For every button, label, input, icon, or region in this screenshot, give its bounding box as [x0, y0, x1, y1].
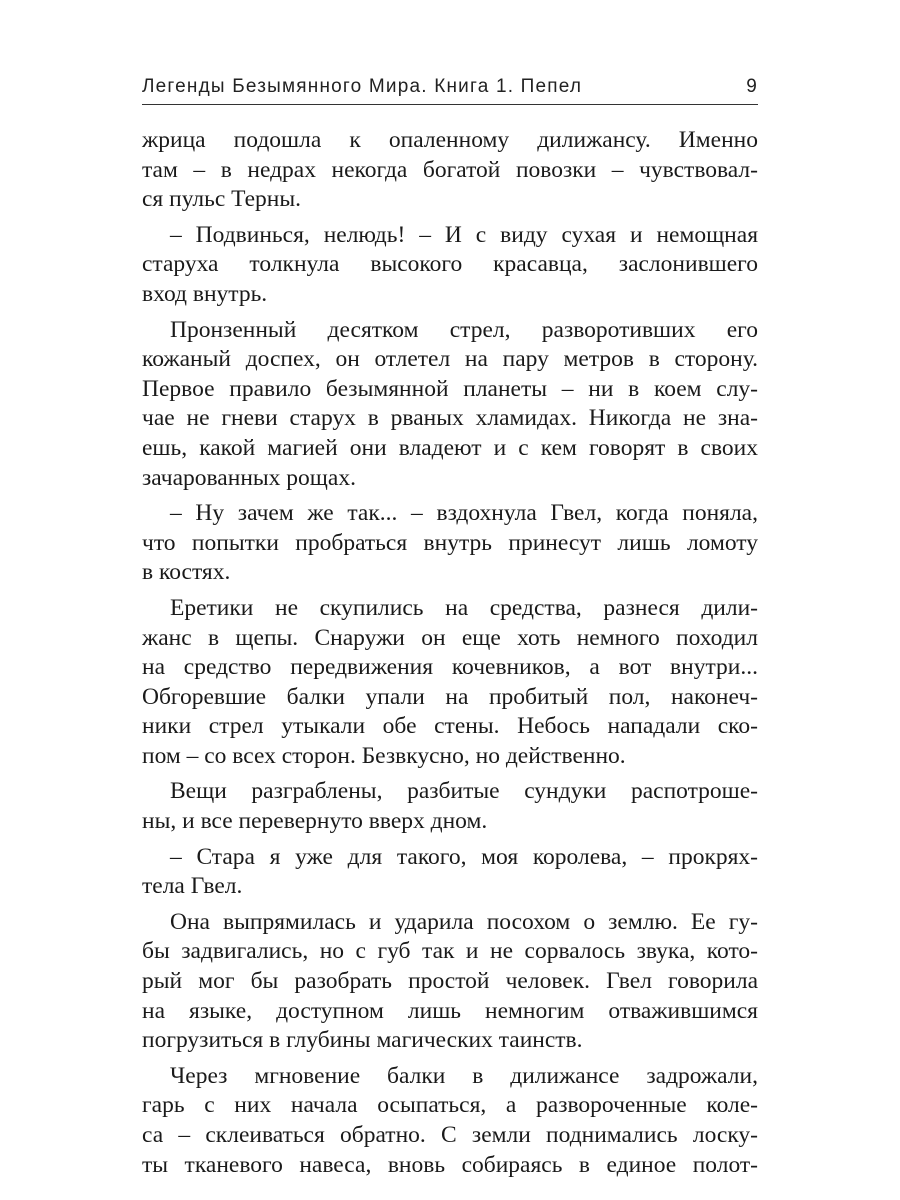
- text-line: жрица подошла к опаленному дилижансу. Именно: [142, 127, 758, 153]
- text-line: ны, и все перевернуто вверх дном.: [142, 808, 488, 835]
- text-line: вход внутрь.: [142, 280, 268, 307]
- body-text: [142, 126, 758, 1186]
- text-line: кожаный доспех, он отлетел на пару метров в сторону.: [142, 346, 758, 373]
- text-line: ники стрел утыкали обе стены. Небось нападали ско-: [142, 713, 758, 740]
- paragraph: [142, 499, 758, 588]
- paragraph: [142, 777, 758, 836]
- text-line: старуха толкнула высокого красавца, заслонившего: [142, 251, 758, 278]
- paragraph: [142, 908, 758, 1056]
- text-line: ся пульс Терны.: [142, 186, 302, 213]
- text-line: ешь, какой магией они владеют и с кем говорят в своих: [142, 434, 758, 461]
- text-line: Она выпрямилась и ударила посохом о землю. Ее гу-: [170, 908, 758, 935]
- text-line: тела Гвел.: [142, 873, 243, 900]
- paragraph: [142, 594, 758, 772]
- text-line: на языке, доступном лишь немногим отважившимся: [142, 997, 758, 1024]
- text-line: что попытки пробраться внутрь принесут лишь ломоту: [142, 529, 758, 556]
- text-line: – Ну зачем же так... – вздохнула Гвел, когда поняла,: [170, 500, 758, 527]
- text-line: бы задвигались, но с губ так и не сорвалось звука, кото-: [142, 938, 758, 965]
- book-page: [142, 0, 758, 1200]
- text-line: Через мгновение балки в дилижансе задрожали,: [170, 1062, 758, 1089]
- text-line: Еретики не скупились на средства, разнеся дили-: [170, 594, 758, 621]
- paragraph: [142, 126, 758, 215]
- text-line: Обгоревшие балки упали на пробитый пол, наконеч-: [142, 683, 758, 710]
- text-line: гарь с них начала осыпаться, а развороченные коле-: [142, 1092, 758, 1119]
- running-head: [142, 68, 758, 98]
- text-line: – Стара я уже для такого, моя королева, – прокрях-: [170, 843, 758, 870]
- text-line: ты тканевого навеса, вновь собираясь в единое полот-: [142, 1151, 758, 1178]
- text-line: – Подвинься, нелюдь! – И с виду сухая и немощная: [170, 221, 758, 248]
- paragraph: [142, 221, 758, 310]
- paragraph: [142, 316, 758, 494]
- text-line: чае не гневи старух в рваных хламидах. Никогда не зна-: [142, 405, 758, 432]
- text-line: рый мог бы разобрать простой человек. Гвел говорила: [142, 968, 758, 995]
- text-line: са – склеиваться обратно. С земли поднимались лоску-: [142, 1122, 758, 1148]
- page-number: 9: [746, 76, 758, 97]
- text-line: Первое правило безымянной планеты – ни в коем слу-: [142, 375, 758, 402]
- book-title: Легенды Безымянного Мира. Книга 1. Пепел: [142, 76, 583, 97]
- text-line: пом – со всех сторон. Безвкусно, но действенно.: [142, 742, 626, 769]
- text-line: Пронзенный десятком стрел, разворотивших его: [170, 316, 758, 343]
- text-line: в костях.: [142, 559, 231, 586]
- paragraph: [142, 1062, 758, 1180]
- text-line: погрузиться в глубины магических таинств.: [142, 1027, 583, 1054]
- text-line: жанс в щепы. Снаружи он еще хоть немного походил: [142, 624, 758, 651]
- text-line: там – в недрах некогда богатой повозки – чувствовал-: [142, 156, 758, 183]
- text-line: на средство передвижения кочевников, а вот внутри...: [142, 654, 758, 681]
- header-rule: [142, 104, 758, 105]
- text-line: зачарованных рощах.: [142, 464, 356, 491]
- paragraph: [142, 843, 758, 902]
- text-line: Вещи разграблены, разбитые сундуки распотроше-: [170, 778, 758, 805]
